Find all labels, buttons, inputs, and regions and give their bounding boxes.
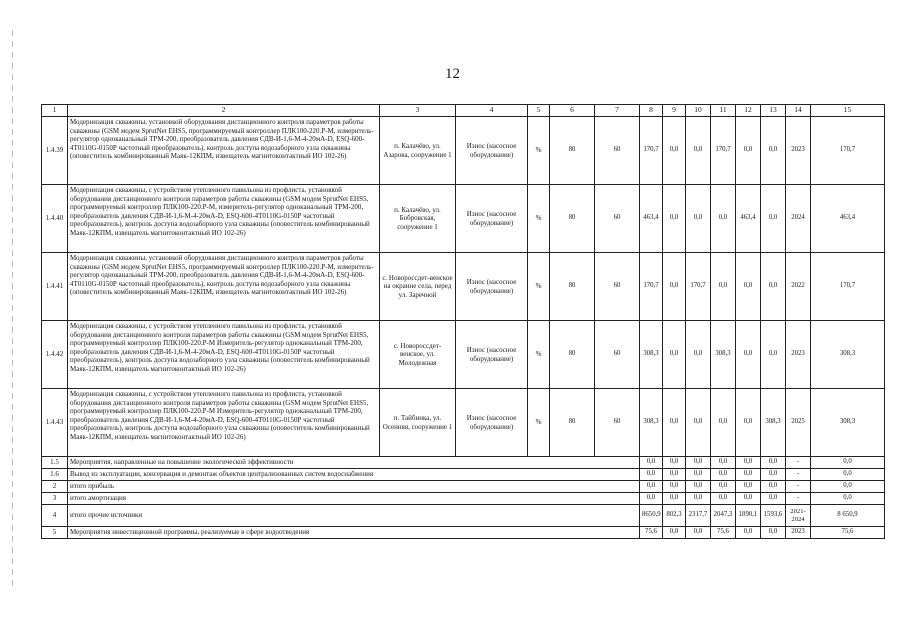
column-number: 14 (786, 105, 811, 117)
cell-col10: 0,0 (686, 527, 711, 539)
column-number: 3 (380, 105, 456, 117)
cell-col8: 0,0 (640, 493, 663, 505)
summary-label: итого прочие источники (68, 505, 640, 527)
item-location: с. Новороссдет-венское на окраине села, перед ул. Заречной (380, 253, 456, 321)
column-number: 15 (811, 105, 885, 117)
summary-label: Вывод из эксплуатации, консервация и демонтаж объектов централизованных систем водоснабжения (68, 469, 640, 481)
cell-col13: 1593,6 (761, 505, 786, 527)
item-reason: Износ (насосное оборудование) (456, 321, 528, 389)
cell-col15: 463,4 (811, 185, 885, 253)
cell-col12: 0,0 (736, 389, 761, 457)
item-number: 1.4.43 (42, 389, 68, 457)
item-number: 1.4.39 (42, 117, 68, 185)
cell-col13: 0,0 (761, 457, 786, 469)
table-row (42, 185, 885, 253)
column-number: 9 (663, 105, 686, 117)
item-unit: % (528, 321, 550, 389)
cell-col11: 0,0 (711, 253, 736, 321)
cell-col11: 75,6 (711, 527, 736, 539)
cell-col6: 80 (550, 117, 595, 185)
summary-label: итого амортизация (68, 493, 640, 505)
page-number: 12 (445, 66, 460, 82)
column-number: 12 (736, 105, 761, 117)
item-reason: Износ (насосное оборудование) (456, 185, 528, 253)
summary-row (42, 493, 885, 505)
cell-col12: 0,0 (736, 117, 761, 185)
cell-col7: 60 (595, 117, 640, 185)
cell-col6: 80 (550, 185, 595, 253)
cell-col10: 0,0 (686, 469, 711, 481)
item-unit: % (528, 117, 550, 185)
cell-col15: 0,0 (811, 457, 885, 469)
cell-col9: 0,0 (663, 493, 686, 505)
table-row (42, 253, 885, 321)
column-number: 1 (42, 105, 68, 117)
cell-col8: 463,4 (640, 185, 663, 253)
item-description: Модернизация скважины, установкой оборудования дистанционного контроля параметров работы скважины (GSM модем SprutNet EHS5, программируемый контроллер ПЛК100-220.Р-М, измеритель-регулятор одноканальный ТРМ-200, преобразователь давления СДВ-И-1,6-М-4-20мА-D, ESQ-600-4Т0110G-0150Р частотный преобразователь), контроль доступа водозаборного узла скважины (оповеститель комбинированный Маяк-12КПМ, извещатель магнитоконтактный ИО 102-26) (68, 253, 380, 321)
summary-label: итого прибыль (68, 481, 640, 493)
column-number: 8 (640, 105, 663, 117)
item-reason: Износ (насосное оборудование) (456, 253, 528, 321)
cell-col6: 80 (550, 389, 595, 457)
cell-col13: 0,0 (761, 527, 786, 539)
column-number: 13 (761, 105, 786, 117)
cell-col13: 0,0 (761, 117, 786, 185)
item-reason: Износ (насосное оборудование) (456, 389, 528, 457)
summary-label: Мероприятия инвестиционной программы, реализуемые в сфере водоотведения (68, 527, 640, 539)
column-number-row (42, 105, 885, 117)
cell-col9: 0,0 (663, 527, 686, 539)
cell-col7: 60 (595, 321, 640, 389)
item-number: 1.4.41 (42, 253, 68, 321)
cell-col11: 0,0 (711, 469, 736, 481)
item-description: Модернизация скважины, установкой оборудования дистанционного контроля параметров работы скважины (GSM модем SprutNet EHS5, программируемый контроллер ПЛК100-220.Р-М, измеритель-регулятор одноканальный ТРМ-200, преобразователь давления СДВ-И-1,6-М-4-20мА-D, ESQ-600-4Т0110G-0150Р частотный преобразователь), контроль доступа водозаборного узла скважины (оповеститель комбинированный Маяк-12КПМ, извещатель магнитоконтактный ИО 102-26) (68, 117, 380, 185)
item-unit: % (528, 253, 550, 321)
cell-col8: 0,0 (640, 457, 663, 469)
cell-col8: 170,7 (640, 253, 663, 321)
column-number: 2 (68, 105, 380, 117)
cell-col11: 0,0 (711, 457, 736, 469)
cell-col15: 0,0 (811, 493, 885, 505)
cell-col8: 308,3 (640, 321, 663, 389)
cell-col14: 2021-2024 (786, 505, 811, 527)
cell-col10: 0,0 (686, 389, 711, 457)
cell-col10: 0,0 (686, 493, 711, 505)
cell-col13: 0,0 (761, 321, 786, 389)
cell-col13: 308,3 (761, 389, 786, 457)
table-row (42, 117, 885, 185)
cell-col11: 308,3 (711, 321, 736, 389)
cell-col8: 170,7 (640, 117, 663, 185)
column-number: 6 (550, 105, 595, 117)
cell-col11: 0,0 (711, 185, 736, 253)
cell-col14: 2023 (786, 117, 811, 185)
column-number: 4 (456, 105, 528, 117)
cell-col13: 0,0 (761, 481, 786, 493)
item-location: п. Калачёво, ул. Азарова, сооружение 1 (380, 117, 456, 185)
cell-col14: 2025 (786, 389, 811, 457)
cell-col9: 0,0 (663, 481, 686, 493)
cell-col13: 0,0 (761, 493, 786, 505)
summary-row (42, 527, 885, 539)
column-number: 7 (595, 105, 640, 117)
cell-col12: 0,0 (736, 493, 761, 505)
cell-col10: 170,7 (686, 253, 711, 321)
item-location: п. Калачёво, ул. Бобровская, сооружение 1 (380, 185, 456, 253)
cell-col6: 80 (550, 321, 595, 389)
cell-col15: 308,3 (811, 389, 885, 457)
cell-col12: 0,0 (736, 253, 761, 321)
column-number: 11 (711, 105, 736, 117)
cell-col13: 0,0 (761, 253, 786, 321)
cell-col12: 0,0 (736, 469, 761, 481)
cell-col9: 0,0 (663, 321, 686, 389)
item-unit: % (528, 389, 550, 457)
summary-row (42, 457, 885, 469)
item-number: 1.4.40 (42, 185, 68, 253)
cell-col14: 2023 (786, 527, 811, 539)
column-number: 5 (528, 105, 550, 117)
cell-col11: 2047,3 (711, 505, 736, 527)
cell-col10: 2317,7 (686, 505, 711, 527)
cell-col15: 0,0 (811, 469, 885, 481)
item-description: Модернизация скважины, с устройством утепленного павильона из профлиста, установкой оборудования дистанционного контроля параметров работы скважины (GSM модем SprutNet EHS5, программируемый контроллер ПЛК100-220.Р-М Измеритель-регулятор одноканальный ТРМ-200, преобразователь давления СДВ-И-1,6-М-4-20мА-D, ESQ-600-4Т0110G-0150Р частотный преобразователь), контроль доступа водозаборного узла скважины (оповеститель комбинированный Маяк-12КПМ, извещатель магнитоконтактный ИО 102-26) (68, 321, 380, 389)
cell-col8: 308,3 (640, 389, 663, 457)
cell-col9: 0,0 (663, 253, 686, 321)
item-description: Модернизация скважины, с устройством утепленного павильона из профлиста, установкой оборудования дистанционного контроля параметров работы скважины (GSM модем SprutNet EHS5, программируемый контроллер ПЛК100-220.Р-М Измеритель-регулятор одноканальный ТРМ-200, преобразователь давления СДВ-И-1,6-М-4-20мА-D, ESQ-600-4Т0110G-0150Р частотный преобразователь), контроль доступа водозаборного узла скважины (оповеститель комбинированный Маяк-12КПМ, извещатель магнитоконтактный ИО 102-26) (68, 389, 380, 457)
scan-margin-edge (12, 30, 13, 590)
cell-col10: 0,0 (686, 481, 711, 493)
cell-col7: 60 (595, 185, 640, 253)
cell-col9: 802,3 (663, 505, 686, 527)
cell-col9: 0,0 (663, 185, 686, 253)
cell-col15: 170,7 (811, 117, 885, 185)
summary-row (42, 469, 885, 481)
cell-col12: 0,0 (736, 457, 761, 469)
cell-col14: 2022 (786, 253, 811, 321)
cell-col11: 0,0 (711, 481, 736, 493)
item-reason: Износ (насосное оборудование) (456, 117, 528, 185)
cell-col10: 0,0 (686, 117, 711, 185)
cell-col8: 75,6 (640, 527, 663, 539)
cell-col14: 2023 (786, 321, 811, 389)
cell-col9: 0,0 (663, 389, 686, 457)
summary-row (42, 505, 885, 527)
cell-col14: 2024 (786, 185, 811, 253)
cell-col15: 170,7 (811, 253, 885, 321)
table-row (42, 321, 885, 389)
cell-col9: 0,0 (663, 469, 686, 481)
summary-number: 5 (42, 527, 68, 539)
cell-col14: - (786, 481, 811, 493)
cell-col15: 0,0 (811, 481, 885, 493)
item-number: 1.4.42 (42, 321, 68, 389)
cell-col8: 8650,9 (640, 505, 663, 527)
cell-col7: 60 (595, 389, 640, 457)
summary-number: 1.6 (42, 469, 68, 481)
investment-program-table (41, 104, 885, 539)
cell-col11: 0,0 (711, 493, 736, 505)
cell-col15: 308,3 (811, 321, 885, 389)
cell-col11: 170,7 (711, 117, 736, 185)
cell-col14: - (786, 457, 811, 469)
table-row (42, 389, 885, 457)
item-unit: % (528, 185, 550, 253)
cell-col9: 0,0 (663, 117, 686, 185)
item-description: Модернизация скважины, с устройством утепленного павильона из профлиста, установкой оборудования дистанционного контроля параметров работы скважины (GSM модем SprutNet EHS5, программируемый контроллер ПЛК100-220.Р-М, измеритель-регулятор одноканальный ТРМ-200, преобразователь давления СДВ-И-1,6-М-4-20мА-D, ESQ-600-4Т0110G-0150Р частотный преобразователь), контроль доступа водозаборного узла скважины (оповеститель комбинированный Маяк-12КПМ, извещатель магнитоконтактный ИО 102-26) (68, 185, 380, 253)
cell-col12: 0,0 (736, 481, 761, 493)
cell-col10: 0,0 (686, 321, 711, 389)
cell-col10: 0,0 (686, 457, 711, 469)
cell-col14: - (786, 493, 811, 505)
cell-col15: 8 650,9 (811, 505, 885, 527)
column-number: 10 (686, 105, 711, 117)
summary-number: 1.5 (42, 457, 68, 469)
cell-col14: - (786, 469, 811, 481)
cell-col9: 0,0 (663, 457, 686, 469)
cell-col13: 0,0 (761, 469, 786, 481)
cell-col10: 0,0 (686, 185, 711, 253)
summary-label: Мероприятия, направленные на повышение экологической эффективности (68, 457, 640, 469)
cell-col15: 75,6 (811, 527, 885, 539)
cell-col11: 0,0 (711, 389, 736, 457)
summary-row (42, 481, 885, 493)
cell-col7: 60 (595, 253, 640, 321)
item-location: с. Новороссдет-венское, ул. Молодежная (380, 321, 456, 389)
cell-col13: 0,0 (761, 185, 786, 253)
summary-number: 4 (42, 505, 68, 527)
cell-col12: 463,4 (736, 185, 761, 253)
cell-col12: 1890,1 (736, 505, 761, 527)
cell-col12: 0,0 (736, 321, 761, 389)
summary-number: 3 (42, 493, 68, 505)
cell-col8: 0,0 (640, 469, 663, 481)
item-location: п. Тайбинка, ул. Осенняя, сооружение 1 (380, 389, 456, 457)
cell-col6: 80 (550, 253, 595, 321)
cell-col8: 0,0 (640, 481, 663, 493)
summary-number: 2 (42, 481, 68, 493)
cell-col12: 0,0 (736, 527, 761, 539)
